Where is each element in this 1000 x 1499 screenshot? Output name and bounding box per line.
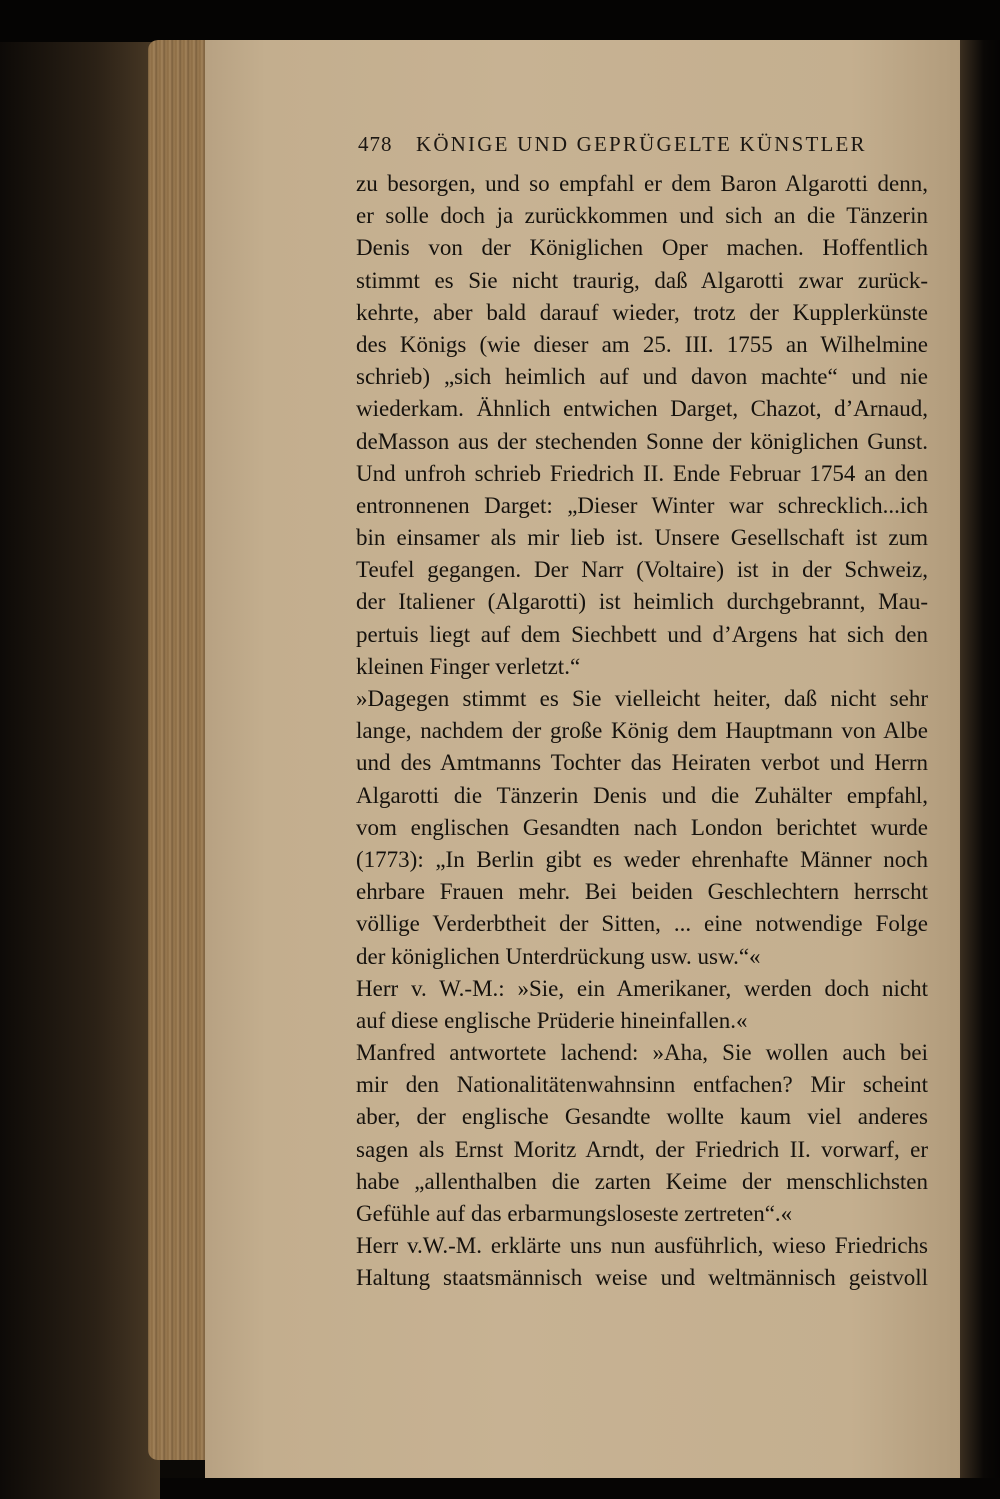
text-line: aber, der englische Gesandte wollte kaum viel anderes: [356, 1104, 928, 1130]
text-line: schrieb) „sich heimlich auf und davon machte“ und nie: [356, 364, 928, 390]
text-line: Manfred antwortete lachend: »Aha, Sie wollen auch bei: [356, 1040, 928, 1066]
page-stack: [0, 42, 160, 1499]
text-line: er solle doch ja zurückkommen und sich an die Tänzerin: [356, 203, 928, 229]
text-line: Denis von der Königlichen Oper machen. Hoffentlich: [356, 235, 928, 261]
text-line: Teufel gegangen. Der Narr (Voltaire) ist in der Schweiz,: [356, 557, 928, 583]
text-line: vom englischen Gesandten nach London berichtet wurde: [356, 814, 928, 840]
text-line: kleinen Finger verletzt.“: [356, 653, 581, 679]
text-line: stimmt es Sie nicht traurig, daß Algarotti zwar zurück-: [356, 267, 928, 293]
text-line: mir den Nationalitätenwahnsinn entfachen? Mir scheint: [356, 1072, 928, 1098]
text-line: pertuis liegt auf dem Siechbett und d’Argens hat sich den: [356, 621, 928, 647]
text-line: ehrbare Frauen mehr. Bei beiden Geschlechtern herrscht: [356, 879, 928, 905]
text-line: völlige Verderbtheit der Sitten, ... eine notwendige Folge: [356, 911, 928, 937]
book-edge: [148, 40, 210, 1460]
text-line: lange, nachdem der große König dem Hauptmann von Albe: [356, 718, 928, 744]
text-line: der Italiener (Algarotti) ist heimlich durchgebrannt, Mau-: [356, 589, 928, 615]
text-line: der königlichen Unterdrückung usw. usw.“«: [356, 943, 761, 969]
text-line: auf diese englische Prüderie hineinfallen.«: [356, 1007, 748, 1033]
text-line: wiederkam. Ähnlich entwichen Darget, Chazot, d’Arnaud,: [356, 396, 928, 422]
body-text: [356, 168, 928, 1295]
running-title: KÖNIGE UND GEPRÜGELTE KÜNSTLER: [415, 132, 867, 156]
text-line: bin einsamer als mir lieb ist. Unsere Gesellschaft ist zum: [356, 525, 928, 551]
text-line: entronnenen Darget: „Dieser Winter war schrecklich...ich: [356, 492, 928, 518]
text-line: Algarotti die Tänzerin Denis und die Zuhälter empfahl,: [356, 782, 928, 808]
text-line: (1773): „In Berlin gibt es weder ehrenhafte Männer noch: [356, 846, 928, 872]
text-line: deMasson aus der stechenden Sonne der königlichen Gunst.: [356, 428, 928, 454]
text-line: »Dagegen stimmt es Sie vielleicht heiter, daß nicht sehr: [356, 686, 928, 711]
text-line: kehrte, aber bald darauf wieder, trotz der Kupplerkünste: [356, 299, 928, 325]
text-line: habe „allenthalben die zarten Keime der menschlichsten: [356, 1168, 928, 1194]
text-line: zu besorgen, und so empfahl er dem Baron Algarotti denn,: [356, 171, 928, 196]
text-line: Gefühle auf das erbarmungsloseste zertreten“.«: [356, 1201, 793, 1226]
text-line: sagen als Ernst Moritz Arndt, der Friedrich II. vorwarf, er: [356, 1136, 928, 1162]
gutter-shadow: [960, 40, 1000, 1499]
text-line: und des Amtmanns Tochter das Heiraten verbot und Herrn: [356, 750, 928, 776]
scan-bottom-shadow: [160, 1478, 1000, 1499]
text-line: Haltung staatsmännisch weise und weltmännisch geistvoll: [356, 1265, 928, 1291]
scan-top-shadow: [0, 0, 1000, 42]
running-header: [358, 132, 898, 157]
text-line: Herr v. W.-M.: »Sie, ein Amerikaner, werden doch nicht: [356, 975, 928, 1001]
text-line: Herr v.W.-M. erklärte uns nun ausführlich, wieso Friedrichs: [356, 1233, 928, 1259]
text-line: des Königs (wie dieser am 25. III. 1755 an Wilhelmine: [356, 331, 928, 357]
text-line: Und unfroh schrieb Friedrich II. Ende Februar 1754 an den: [356, 460, 928, 486]
page-number: 478: [358, 132, 393, 156]
